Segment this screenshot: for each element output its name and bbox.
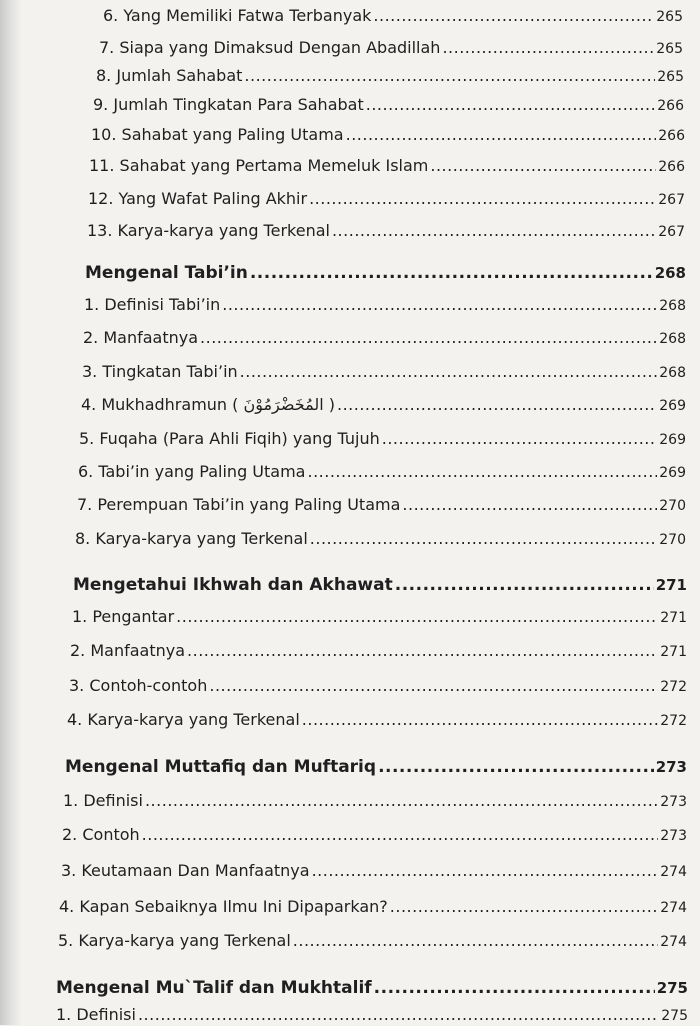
toc-heading-page: 271	[655, 576, 687, 594]
toc-entry-page: 268	[659, 365, 686, 381]
toc-leader-dots	[442, 38, 654, 58]
toc-entry-page: 266	[657, 98, 684, 114]
toc-heading-page: 268	[654, 264, 686, 282]
toc-entry-label: 2. Manfaatnya	[70, 641, 186, 660]
toc-leader-dots	[187, 641, 658, 661]
toc-section-heading	[56, 978, 688, 998]
toc-entry-label: 13. Karya-karya yang Terkenal	[87, 221, 330, 240]
toc-entry-page: 266	[658, 128, 685, 144]
toc-leader-dots	[378, 757, 654, 777]
toc-leader-dots	[390, 897, 658, 917]
toc-entry-page: 270	[659, 498, 686, 514]
toc-leader-dots	[209, 676, 658, 696]
toc-leader-dots	[332, 221, 656, 241]
toc-leader-dots	[310, 529, 657, 549]
toc-entry-page: 269	[659, 432, 686, 448]
toc-entry-label: 3. Contoh-contoh	[69, 676, 208, 695]
toc-entry-label: 1. Definisi	[63, 791, 143, 810]
toc-entry-page: 271	[660, 644, 687, 660]
toc-entry-page: 273	[660, 828, 687, 844]
toc-section-heading	[73, 575, 687, 595]
toc-entry	[88, 189, 685, 210]
toc-entry-label: 2. Contoh	[62, 825, 140, 844]
toc-leader-dots	[307, 462, 657, 482]
toc-leader-dots	[176, 607, 658, 627]
toc-entry-label: 1. Pengantar	[72, 607, 175, 626]
toc-entry	[70, 641, 687, 662]
toc-entry-page: 265	[656, 9, 683, 25]
toc-leader-dots	[145, 791, 658, 811]
toc-leader-dots	[430, 156, 656, 176]
toc-entry-label: 6. Tabi’in yang Paling Utama	[78, 462, 306, 481]
toc-entry-label: 1. Definisi Tabi’in	[84, 295, 221, 314]
toc-entry	[67, 710, 687, 731]
toc-entry	[69, 676, 687, 697]
toc-entry-page: 267	[658, 192, 685, 208]
toc-entry-page: 275	[661, 1008, 688, 1024]
toc-leader-dots	[138, 1005, 659, 1025]
toc-entry-label: 10. Sahabat yang Paling Utama	[91, 125, 344, 144]
toc-leader-dots	[337, 395, 657, 415]
toc-entry-label: 9. Jumlah Tingkatan Para Sahabat	[93, 95, 364, 114]
toc-entry	[99, 38, 683, 59]
toc-entry	[56, 1005, 688, 1026]
toc-entry	[83, 328, 686, 349]
toc-entry-page: 265	[656, 41, 683, 57]
toc-heading-label: Mengetahui Ikhwah dan Akhawat	[73, 575, 393, 595]
toc-entry-page: 268	[659, 298, 686, 314]
toc-entry-label: 6. Yang Memiliki Fatwa Terbanyak	[103, 6, 372, 25]
toc-entry	[72, 607, 687, 628]
toc-entry-label: 3. Tingkatan Tabi’in	[82, 362, 238, 381]
toc-entry-label: 3. Keutamaan Dan Manfaatnya	[61, 861, 310, 880]
toc-entry	[75, 529, 686, 550]
toc-leader-dots	[200, 328, 657, 348]
toc-heading-label: Mengenal Muttafiq dan Muftariq	[65, 757, 377, 777]
toc-entry-label: 2. Manfaatnya	[83, 328, 199, 347]
toc-entry-page: 269	[659, 398, 686, 414]
toc-entry	[82, 362, 686, 383]
toc-entry-label: 8. Jumlah Sahabat	[96, 66, 243, 85]
toc-entry-page: 274	[660, 934, 687, 950]
toc-entry-label: 12. Yang Wafat Paling Akhir	[88, 189, 308, 208]
toc-entry	[93, 95, 684, 116]
toc-entry	[61, 861, 687, 882]
toc-section-heading	[65, 757, 687, 777]
toc-entry-label: 5. Karya-karya yang Terkenal	[58, 931, 291, 950]
toc-entry	[91, 125, 685, 146]
toc-leader-dots	[346, 125, 657, 145]
toc-entry-label: 5. Fuqaha (Para Ahli Fiqih) yang Tujuh	[79, 429, 380, 448]
toc-entry-page: 269	[659, 465, 686, 481]
toc-leader-dots	[240, 362, 658, 382]
toc-entry-page: 265	[657, 69, 684, 85]
toc-heading-page: 273	[655, 758, 687, 776]
toc-leader-dots	[402, 495, 657, 515]
toc-leader-dots	[222, 295, 657, 315]
toc-entry-page: 268	[659, 331, 686, 347]
toc-leader-dots	[142, 825, 659, 845]
toc-section-heading	[85, 263, 686, 283]
toc-entry	[59, 897, 687, 918]
toc-leader-dots	[309, 189, 656, 209]
toc-entry	[77, 495, 686, 516]
toc-entry-page: 274	[660, 864, 687, 880]
toc-entry	[62, 825, 687, 846]
toc-entry	[63, 791, 687, 812]
toc-leader-dots	[395, 575, 654, 595]
toc-entry-page: 270	[659, 532, 686, 548]
toc-entry-label: 8. Karya-karya yang Terkenal	[75, 529, 308, 548]
toc-entry	[89, 156, 685, 177]
toc-entry	[78, 462, 686, 483]
toc-entry-page: 272	[660, 713, 687, 729]
toc-leader-dots	[250, 263, 653, 283]
toc-leader-dots	[366, 95, 656, 115]
toc-entry-label: 7. Perempuan Tabi’in yang Paling Utama	[77, 495, 401, 514]
toc-entry-page: 271	[660, 610, 687, 626]
toc-leader-dots	[374, 978, 655, 998]
toc-leader-dots	[293, 931, 658, 951]
toc-leader-dots	[382, 429, 658, 449]
toc-entry-label: 7. Siapa yang Dimaksud Dengan Abadillah	[99, 38, 441, 57]
toc-leader-dots	[244, 66, 655, 86]
toc-entry-label: 4. Mukhadhramun ( المُخَضْرَمُوْنَ )	[81, 395, 335, 414]
toc-leader-dots	[373, 6, 654, 26]
toc-entry-page: 273	[660, 794, 687, 810]
toc-entry	[58, 931, 687, 952]
toc-entry	[79, 429, 686, 450]
toc-leader-dots	[312, 861, 659, 881]
toc-entry	[84, 295, 686, 316]
toc-entry-page: 272	[660, 679, 687, 695]
toc-entry	[87, 221, 685, 242]
toc-entry-label: 4. Karya-karya yang Terkenal	[67, 710, 300, 729]
toc-entry	[96, 66, 684, 87]
toc-entry-page: 267	[658, 224, 685, 240]
toc-entry	[81, 395, 686, 416]
toc-entry-page: 266	[658, 159, 685, 175]
toc-entry-label: 4. Kapan Sebaiknya Ilmu Ini Dipaparkan?	[59, 897, 388, 916]
toc-heading-label: Mengenal Tabi’in	[85, 263, 248, 283]
toc-entry-label: 1. Definisi	[56, 1005, 136, 1024]
toc-entry-page: 274	[660, 900, 687, 916]
toc-heading-label: Mengenal Mu`Talif dan Mukhtalif	[56, 978, 372, 998]
toc-heading-page: 275	[656, 979, 688, 997]
toc-entry	[103, 6, 683, 27]
toc-entry-label: 11. Sahabat yang Pertama Memeluk Islam	[89, 156, 429, 175]
toc-leader-dots	[302, 710, 658, 730]
